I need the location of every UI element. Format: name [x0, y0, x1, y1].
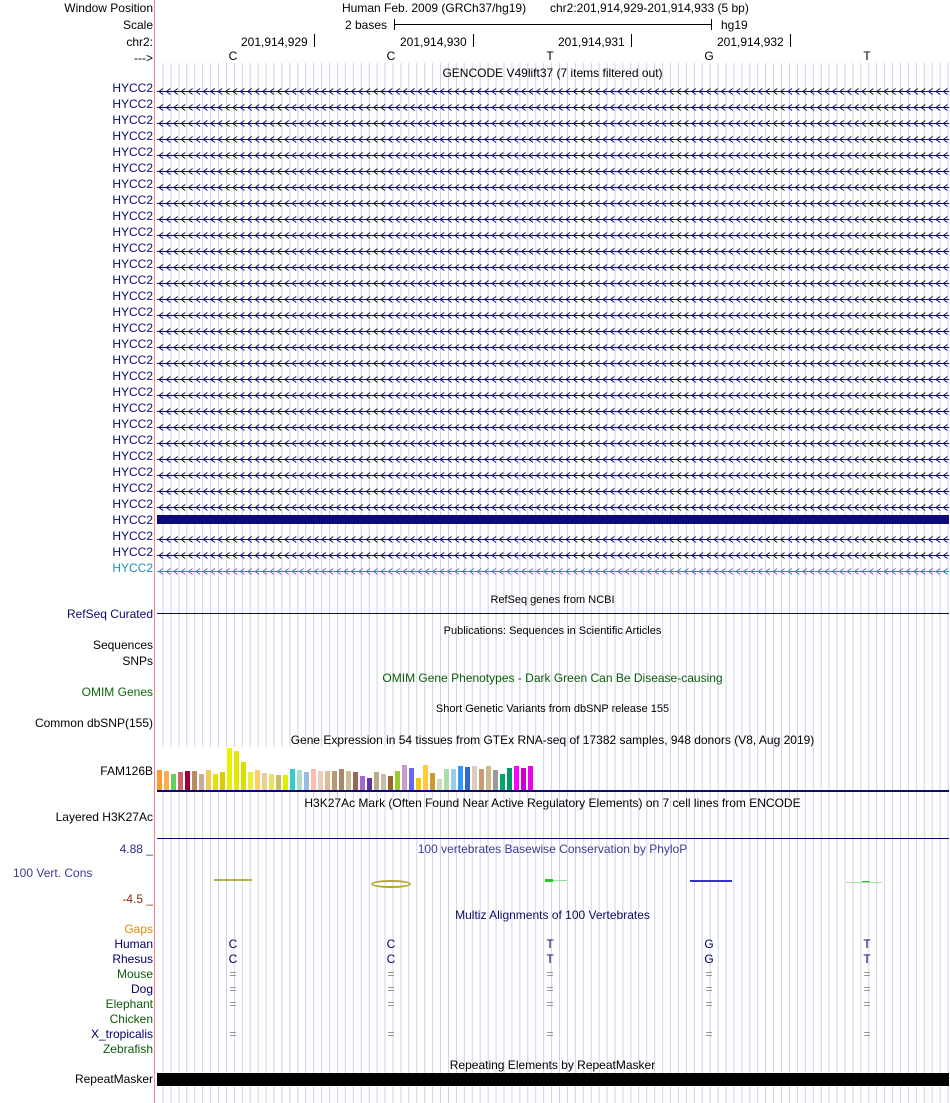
gencode-transcript[interactable]: [157, 532, 949, 538]
assembly-title: Human Feb. 2009 (GRCh37/hg19): [342, 1, 527, 15]
gencode-gene-label[interactable]: HYCC2: [112, 465, 153, 479]
gtex-tissue-bar[interactable]: [500, 774, 505, 790]
gtex-tissue-bar[interactable]: [262, 773, 267, 790]
gtex-tissue-bar[interactable]: [318, 771, 323, 790]
gencode-gene-label[interactable]: HYCC2: [112, 129, 153, 143]
strand-label: --->: [134, 51, 153, 65]
coord-tick: 201,914,931: [558, 35, 625, 49]
gtex-tissue-bar[interactable]: [227, 748, 232, 790]
gtex-tissue-bar[interactable]: [332, 771, 337, 790]
gtex-tissue-bar[interactable]: [458, 766, 463, 790]
gencode-gene-label[interactable]: HYCC2: [112, 113, 153, 127]
alignment-base: =: [863, 967, 871, 981]
gencode-transcript[interactable]: [157, 196, 949, 202]
omim-track-title[interactable]: OMIM Gene Phenotypes - Dark Green Can Be Disease-causing: [382, 671, 723, 685]
gencode-transcript[interactable]: [157, 148, 949, 154]
species-label[interactable]: Rhesus: [112, 952, 153, 966]
gencode-gene-label[interactable]: HYCC2: [112, 545, 153, 559]
gencode-track-title[interactable]: GENCODE V49lift37 (7 items filtered out): [442, 66, 663, 80]
gtex-tissue-bar[interactable]: [395, 771, 400, 790]
conservation-mark: [553, 880, 567, 881]
refseq-label[interactable]: RefSeq Curated: [66, 607, 153, 621]
species-label[interactable]: Chicken: [109, 1012, 153, 1026]
gencode-gene-label[interactable]: HYCC2: [112, 433, 153, 447]
gtex-tissue-bar[interactable]: [346, 771, 351, 790]
species-label[interactable]: Mouse: [116, 967, 153, 981]
gencode-transcript[interactable]: [157, 340, 949, 346]
gencode-gene-label[interactable]: HYCC2: [112, 369, 153, 383]
gtex-tissue-bar[interactable]: [304, 772, 309, 790]
gtex-tissue-bar[interactable]: [178, 772, 183, 790]
alignment-base: =: [229, 982, 237, 996]
gtex-tissue-bar[interactable]: [493, 770, 498, 790]
gencode-gene-label[interactable]: HYCC2: [112, 481, 153, 495]
scale-bar: [394, 19, 712, 29]
multiz-track-title[interactable]: Multiz Alignments of 100 Vertebrates: [455, 908, 650, 922]
base-letter: T: [863, 49, 871, 63]
gencode-gene-label[interactable]: HYCC2: [112, 513, 153, 527]
gencode-gene-label[interactable]: HYCC2: [112, 161, 153, 175]
omim-label[interactable]: OMIM Genes: [81, 685, 153, 699]
conservation-mark: [846, 882, 882, 883]
gencode-transcript[interactable]: [157, 244, 949, 250]
gtex-tissue-bar[interactable]: [269, 774, 274, 790]
gencode-gene-label[interactable]: HYCC2: [112, 273, 153, 287]
gencode-transcript[interactable]: [157, 276, 949, 282]
alignment-base: =: [863, 1027, 871, 1041]
alignment-base: =: [387, 997, 395, 1011]
gencode-transcript[interactable]: [157, 228, 949, 234]
gtex-tissue-bar[interactable]: [528, 766, 533, 791]
gencode-gene-label[interactable]: HYCC2: [112, 81, 153, 95]
tick-mark: [314, 34, 315, 47]
base-letter: G: [704, 49, 714, 63]
species-label[interactable]: Elephant: [105, 997, 153, 1011]
phylop-min-label: -4.5 _: [122, 892, 153, 906]
gtex-gene-label[interactable]: FAM126B: [100, 764, 153, 778]
gencode-gene-label[interactable]: HYCC2: [112, 401, 153, 415]
alignment-base: =: [229, 967, 237, 981]
alignment-base: =: [705, 967, 713, 981]
position-title: chr2:201,914,929-201,914,933 (5 bp): [550, 1, 749, 15]
gencode-transcript[interactable]: [157, 100, 949, 106]
phylop-max-label: 4.88 _: [119, 842, 153, 856]
conservation-mark: [214, 879, 252, 881]
gencode-gene-label[interactable]: HYCC2: [112, 497, 153, 511]
gencode-transcript[interactable]: [157, 292, 949, 298]
species-label[interactable]: Zebrafish: [102, 1042, 153, 1056]
gencode-transcript[interactable]: [157, 372, 949, 378]
alignment-base: C: [386, 952, 396, 966]
alignment-base: =: [229, 997, 237, 1011]
gencode-transcript[interactable]: [157, 500, 949, 506]
alignment-base: C: [386, 937, 396, 951]
alignment-base: T: [863, 952, 871, 966]
h3k27ac-track-title[interactable]: H3K27Ac Mark (Often Found Near Active Regulatory Elements) on 7 cell lines from ENCODE: [304, 796, 801, 810]
tick-mark: [473, 34, 474, 47]
db-label: hg19: [721, 18, 748, 32]
gencode-transcript[interactable]: [157, 468, 949, 474]
gtex-track-title[interactable]: Gene Expression in 54 tissues from GTEx RNA-seq of 17382 samples, 948 donors (V8, Aug 2019): [290, 733, 815, 747]
gencode-transcript[interactable]: [157, 324, 949, 330]
gtex-tissue-bar[interactable]: [248, 772, 253, 790]
alignment-base: =: [387, 982, 395, 996]
gencode-transcript[interactable]: [157, 308, 949, 314]
gencode-gene-label[interactable]: HYCC2: [112, 257, 153, 271]
base-letter: T: [546, 49, 554, 63]
gtex-tissue-bar[interactable]: [437, 779, 442, 790]
gtex-tissue-bar[interactable]: [486, 766, 491, 790]
alignment-base: =: [387, 1027, 395, 1041]
gtex-tissue-bar[interactable]: [521, 768, 526, 790]
gencode-transcript[interactable]: [157, 548, 949, 554]
gtex-tissue-bar[interactable]: [276, 775, 281, 790]
gtex-tissue-bar[interactable]: [290, 769, 295, 790]
repeatmasker-block[interactable]: [157, 1073, 949, 1086]
tick-mark: [631, 34, 632, 47]
gtex-tissue-bar[interactable]: [311, 769, 316, 790]
gencode-gene-label[interactable]: HYCC2: [112, 321, 153, 335]
gencode-transcript[interactable]: [157, 132, 949, 138]
gencode-gene-label[interactable]: HYCC2: [112, 449, 153, 463]
gtex-tissue-bar[interactable]: [192, 771, 197, 790]
gtex-baseline: [157, 790, 949, 792]
gtex-tissue-bar[interactable]: [325, 771, 330, 790]
gtex-tissue-bar[interactable]: [514, 766, 519, 791]
coord-tick: 201,914,929: [241, 35, 308, 49]
dbsnp-track-title[interactable]: Short Genetic Variants from dbSNP release 155: [435, 703, 670, 715]
gtex-tissue-bar[interactable]: [423, 765, 428, 790]
species-label[interactable]: Dog: [130, 982, 153, 996]
coord-tick: 201,914,932: [717, 35, 784, 49]
gencode-gene-label[interactable]: HYCC2: [112, 385, 153, 399]
gencode-gene-label[interactable]: HYCC2: [112, 177, 153, 191]
snps-label[interactable]: SNPs: [122, 654, 153, 668]
gtex-tissue-bar[interactable]: [367, 778, 372, 790]
gtex-tissue-bar[interactable]: [283, 775, 288, 790]
gencode-transcript[interactable]: [157, 260, 949, 266]
dbsnp-label[interactable]: Common dbSNP(155): [34, 716, 153, 730]
gtex-tissue-bar[interactable]: [171, 774, 176, 790]
gtex-tissue-bar[interactable]: [164, 771, 169, 790]
conservation-mark: [690, 880, 732, 882]
alignment-base: =: [705, 982, 713, 996]
gencode-gene-label[interactable]: HYCC2: [112, 417, 153, 431]
alignment-base: G: [704, 937, 714, 951]
alignment-base: =: [705, 997, 713, 1011]
gtex-tissue-bar[interactable]: [472, 766, 477, 790]
gencode-transcript[interactable]: [157, 420, 949, 426]
coord-tick: 201,914,930: [400, 35, 467, 49]
track-divider: [154, 0, 155, 1103]
gtex-tissue-bar[interactable]: [381, 774, 386, 790]
publications-track-title[interactable]: Publications: Sequences in Scientific Articles: [443, 625, 662, 637]
gencode-transcript[interactable]: [157, 484, 949, 490]
gencode-transcript[interactable]: [157, 356, 949, 362]
gtex-tissue-bar[interactable]: [157, 770, 162, 790]
gencode-transcript[interactable]: [157, 404, 949, 410]
gencode-transcript[interactable]: [157, 212, 949, 218]
alignment-base: T: [546, 937, 554, 951]
alignment-base: T: [546, 952, 554, 966]
alignment-base: =: [546, 982, 554, 996]
phylop-track-title[interactable]: 100 vertebrates Basewise Conservation by PhyloP: [417, 842, 688, 856]
gtex-tissue-bar[interactable]: [360, 776, 365, 790]
gencode-gene-label[interactable]: HYCC2: [112, 145, 153, 159]
alignment-base: =: [863, 997, 871, 1011]
scale-label: Scale: [122, 18, 153, 32]
gencode-gene-label[interactable]: HYCC2: [112, 337, 153, 351]
gtex-tissue-bar[interactable]: [339, 769, 344, 790]
gtex-tissue-bar[interactable]: [220, 772, 225, 790]
gtex-tissue-bar[interactable]: [374, 772, 379, 790]
alignment-base: =: [546, 997, 554, 1011]
alignment-base: T: [863, 937, 871, 951]
species-label[interactable]: X_tropicalis: [90, 1027, 153, 1041]
gencode-transcript[interactable]: [157, 564, 949, 570]
gtex-tissue-bar[interactable]: [430, 773, 435, 790]
gencode-transcript[interactable]: [157, 388, 949, 394]
h3k27ac-line: [157, 838, 949, 839]
gencode-gene-label[interactable]: HYCC2: [112, 209, 153, 223]
publications-label[interactable]: Sequences: [92, 638, 153, 652]
gtex-tissue-bar[interactable]: [185, 771, 190, 790]
alignment-base: C: [228, 937, 238, 951]
gtex-bar-chart[interactable]: [157, 747, 537, 790]
refseq-track-title[interactable]: RefSeq genes from NCBI: [490, 594, 615, 606]
gtex-tissue-bar[interactable]: [402, 765, 407, 790]
gencode-gene-label[interactable]: HYCC2: [112, 241, 153, 255]
gtex-tissue-bar[interactable]: [416, 778, 421, 790]
gtex-tissue-bar[interactable]: [241, 762, 246, 790]
gencode-gene-label[interactable]: HYCC2: [112, 529, 153, 543]
conservation-mark: [545, 879, 553, 882]
gtex-tissue-bar[interactable]: [409, 768, 414, 790]
gencode-transcript[interactable]: [157, 452, 949, 458]
scale-text: 2 bases: [345, 18, 388, 32]
window-position-label: Window Position: [64, 1, 153, 15]
alignment-base: =: [229, 1027, 237, 1041]
gaps-label[interactable]: Gaps: [124, 922, 153, 936]
phylop-label[interactable]: 100 Vert. Cons: [13, 866, 93, 880]
gtex-tissue-bar[interactable]: [199, 774, 204, 790]
repeatmasker-label[interactable]: RepeatMasker: [74, 1072, 153, 1086]
alignment-base: G: [704, 952, 714, 966]
gencode-transcript[interactable]: [157, 515, 949, 524]
gencode-gene-label[interactable]: HYCC2: [112, 305, 153, 319]
gtex-tissue-bar[interactable]: [206, 770, 211, 790]
alignment-base: =: [705, 1027, 713, 1041]
alignment-base: =: [546, 1027, 554, 1041]
tick-mark: [790, 34, 791, 47]
alignment-base: C: [228, 952, 238, 966]
gencode-transcript[interactable]: [157, 180, 949, 186]
gtex-tissue-bar[interactable]: [444, 769, 449, 791]
gtex-tissue-bar[interactable]: [213, 774, 218, 790]
base-letter: C: [386, 49, 396, 63]
repeatmasker-track-title[interactable]: Repeating Elements by RepeatMasker: [449, 1058, 656, 1072]
gencode-gene-label[interactable]: HYCC2: [112, 97, 153, 111]
gencode-transcript[interactable]: [157, 116, 949, 122]
alignment-base: =: [546, 967, 554, 981]
gtex-tissue-bar[interactable]: [297, 770, 302, 790]
gtex-tissue-bar[interactable]: [465, 767, 470, 790]
gencode-gene-label[interactable]: HYCC2: [112, 193, 153, 207]
gencode-gene-label[interactable]: HYCC2: [112, 353, 153, 367]
gtex-tissue-bar[interactable]: [451, 769, 456, 790]
h3k27ac-label[interactable]: Layered H3K27Ac: [55, 810, 153, 824]
gencode-transcript[interactable]: [157, 436, 949, 442]
refseq-line: [157, 613, 949, 614]
gtex-tissue-bar[interactable]: [507, 768, 512, 790]
gtex-tissue-bar[interactable]: [234, 751, 239, 790]
base-letter: C: [228, 49, 238, 63]
gtex-tissue-bar[interactable]: [388, 776, 393, 790]
gencode-transcript[interactable]: [157, 164, 949, 170]
gtex-tissue-bar[interactable]: [479, 769, 484, 791]
gencode-gene-label[interactable]: HYCC2: [112, 225, 153, 239]
gtex-tissue-bar[interactable]: [353, 772, 358, 790]
chrom-label: chr2:: [126, 35, 153, 49]
gtex-tissue-bar[interactable]: [255, 770, 260, 790]
gencode-gene-label[interactable]: HYCC2: [112, 289, 153, 303]
gencode-gene-label[interactable]: HYCC2: [112, 561, 153, 575]
alignment-base: =: [387, 967, 395, 981]
species-label[interactable]: Human: [114, 937, 153, 951]
conservation-mark: [371, 880, 411, 888]
gencode-transcript[interactable]: [157, 84, 949, 90]
alignment-base: =: [863, 982, 871, 996]
